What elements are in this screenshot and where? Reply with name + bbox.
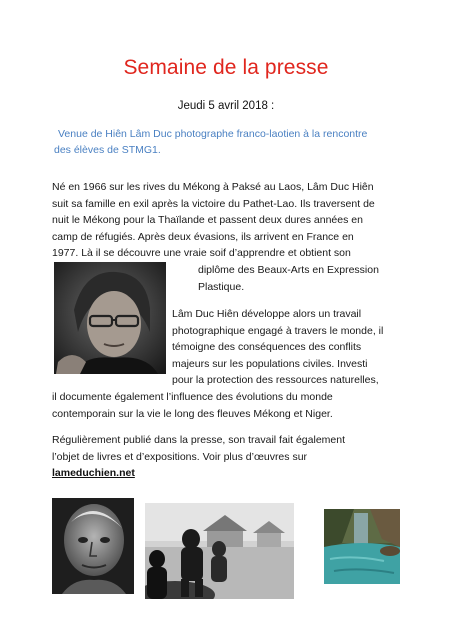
biography-paragraph-cont [198, 262, 404, 295]
paragraph-line: photographique engagé à travers le monde, il [172, 324, 384, 337]
paragraph-line: l’objet de livres et d’expositions. Voir plus d’œuvres sur [52, 450, 308, 463]
elderly-man-photo [52, 498, 134, 594]
paragraph-line: 1977. Là il se découvre une vraie soif d’apprendre et obtient son [52, 247, 351, 260]
paragraph-line: pour la protection des ressources naturelles, [172, 374, 379, 387]
publication-paragraph [52, 432, 404, 482]
page-title: Semaine de la presse [123, 56, 329, 79]
paragraph-line: majeurs sur les populations civiles. Investi [172, 357, 368, 370]
paragraph-line: nuit le Mékong pour la Thaïlande et passent deux dures années en [52, 214, 363, 227]
river-landscape-photo [324, 509, 400, 584]
paragraph-line: Né en 1966 sur les rives du Mékong à Paksé au Laos, Lâm Duc Hiên [52, 181, 374, 193]
website-link[interactable]: lameduchien.net [52, 467, 135, 480]
biography-paragraph [52, 179, 404, 262]
intro-line: Venue de Hiên Lâm Duc photographe franco-laotien à la rencontre [58, 128, 368, 140]
paragraph-line: il documente également l’influence des évolutions du monde [52, 390, 333, 403]
event-date: Jeudi 5 avril 2018 : [177, 100, 275, 112]
paragraph-line: camp de réfugiés. Après deux évasions, ils arrivent en France en [52, 230, 354, 243]
paragraph-line: contemporain sur la vie le long des fleuves Mékong et Niger. [52, 407, 333, 420]
paragraph-line: diplôme des Beaux-Arts en Expression [198, 264, 379, 276]
intro-line: des élèves de STMG1. [54, 144, 161, 156]
paragraph-line: suit sa famille en exil après la victoire du Pathet-Lao. Ils traversent de [52, 197, 375, 210]
paragraph-line: Lâm Duc Hiên développe alors un travail [172, 308, 362, 320]
intro-text [54, 126, 404, 158]
paragraph-line: Plastique. [198, 280, 245, 293]
children-village-photo [145, 503, 294, 599]
work-paragraph [52, 306, 404, 422]
paragraph-line: témoigne des conséquences des conflits [172, 341, 362, 354]
paragraph-line: Régulièrement publié dans la presse, son travail fait également [52, 434, 346, 446]
